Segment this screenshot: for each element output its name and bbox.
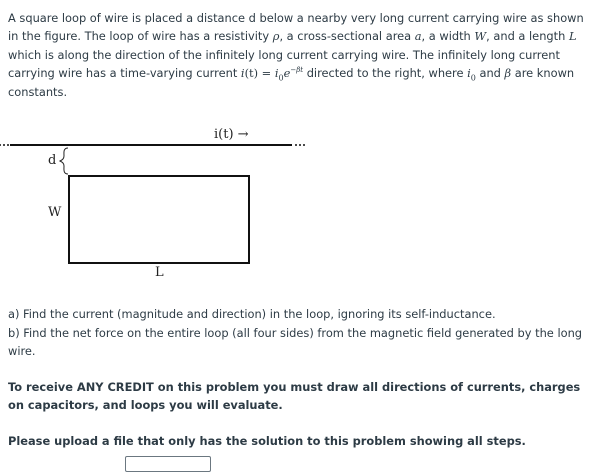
credit-notice: To receive ANY CREDIT on this problem you must draw all directions of currents, charges on capacitors, and loops you will evaluate. [8, 380, 581, 413]
wire-continuation-dot [303, 144, 305, 146]
wire-continuation-dots [0, 144, 1, 146]
intro-text: A square loop of wire is placed a distance d below a nearby very long current carrying wire as shown in the figure. The loop of wire has a resistivity [8, 11, 584, 44]
distance-brace [60, 148, 68, 174]
current-label: i(t) → [214, 127, 249, 142]
question-a: a) Find the current (magnitude and direction) in the loop, ignoring its self-inductance. [8, 307, 496, 321]
intro-text: and [475, 66, 505, 81]
i0-subscript: 0 [278, 73, 284, 83]
distance-label: d [48, 153, 57, 168]
i0-symbol: i [467, 66, 471, 81]
length-symbol: L [568, 29, 577, 44]
width-symbol: W [474, 29, 487, 44]
i0-subscript: 0 [470, 73, 476, 83]
rho-symbol: ρ [272, 29, 280, 44]
length-label: L [155, 265, 164, 280]
intro-text: which is along the direction of the infinitely long current carrying wire. The infinitely long current carrying wire has a time-varying current [8, 47, 560, 81]
exp-base: e [283, 66, 291, 81]
upload-button[interactable] [125, 456, 211, 472]
intro-text: are known constants. [8, 66, 575, 99]
loop-figure [0, 108, 320, 288]
current-argument: (t) [244, 66, 259, 81]
i0-symbol: i [274, 66, 279, 81]
current-symbol: i [240, 66, 245, 81]
intro-text: , a width [421, 29, 475, 44]
intro-text: , and a length [486, 29, 569, 44]
question-b: b) Find the net force on the entire loop (all four sides) from the magnetic field generated by the long wire. [8, 326, 583, 359]
width-label: W [48, 205, 62, 220]
intro-text: , a cross-sectional area [279, 29, 415, 44]
upload-instruction: Please upload a file that only has the solution to this problem showing all steps. [8, 434, 526, 448]
equals-sign: = [258, 66, 275, 81]
wire-loop [69, 176, 249, 263]
wire-continuation-dot [295, 144, 297, 146]
beta-symbol: β [504, 66, 512, 81]
intro-text: directed to the right, where [303, 66, 468, 81]
wire-continuation-dot [3, 144, 5, 146]
wire-continuation-dot [299, 144, 301, 146]
area-symbol: a [414, 29, 422, 44]
exp-power: −βt [290, 66, 304, 75]
problem-statement [8, 9, 592, 101]
wire-continuation-dot [7, 144, 9, 146]
